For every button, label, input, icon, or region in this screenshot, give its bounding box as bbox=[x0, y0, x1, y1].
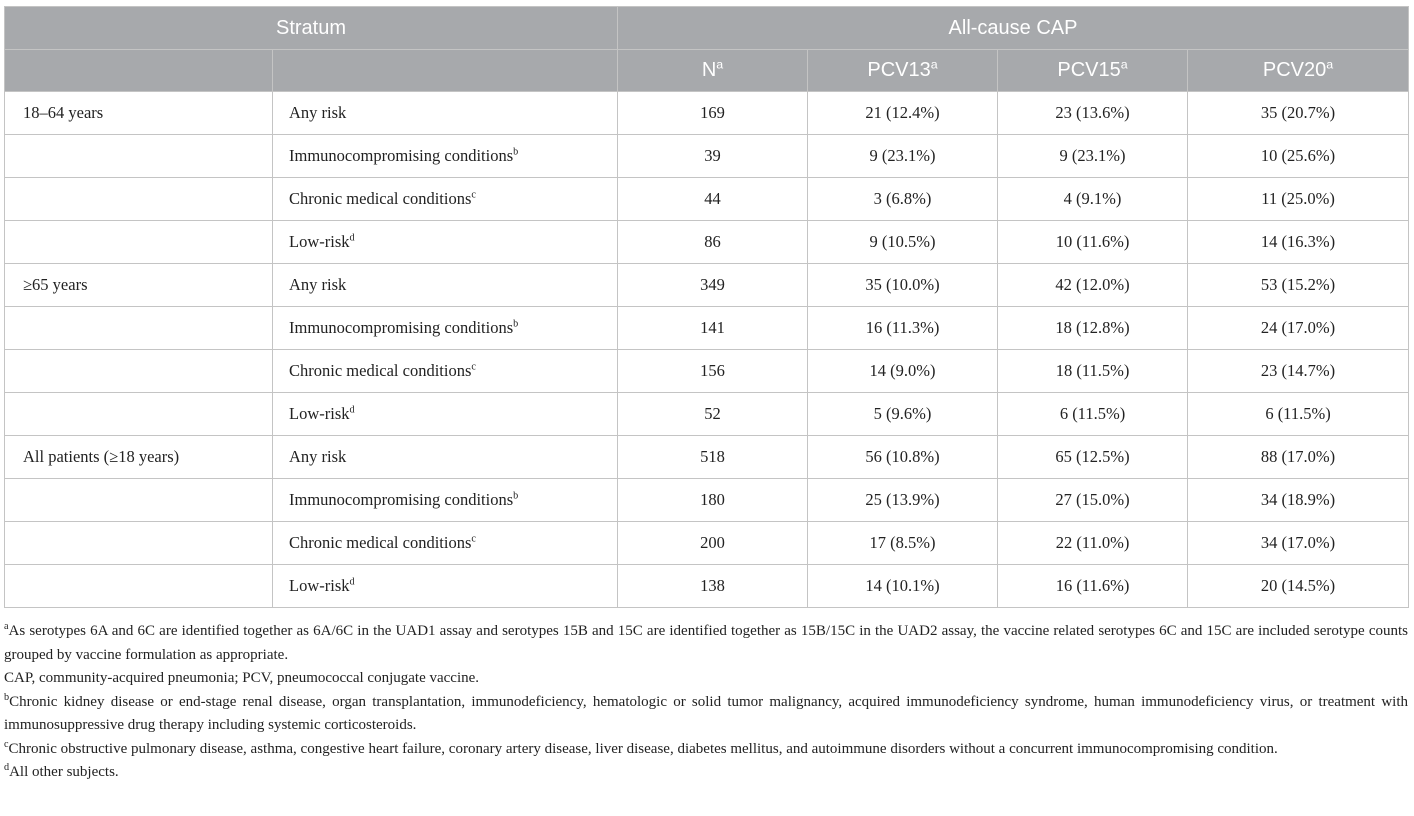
pcv13-cell bbox=[808, 221, 998, 264]
footnotes bbox=[4, 620, 1408, 785]
stratum-cell bbox=[5, 565, 273, 608]
header-label: N bbox=[701, 59, 717, 81]
pcv20-cell-text: 23 (14.7%) bbox=[1260, 361, 1336, 380]
pcv15-cell-text: 23 (13.6%) bbox=[1055, 103, 1130, 122]
pcv13-cell-text: 17 (8.5%) bbox=[869, 533, 936, 552]
pcv20-cell-text: 53 (15.2%) bbox=[1260, 275, 1336, 294]
pcv20-cell bbox=[1188, 264, 1409, 307]
pcv15-cell bbox=[998, 479, 1188, 522]
n-cell bbox=[618, 264, 808, 307]
stratum-cell-text: ≥65 years bbox=[23, 275, 88, 294]
header-sup: a bbox=[1326, 57, 1334, 72]
pcv15-cell bbox=[998, 350, 1188, 393]
risk-group-cell bbox=[273, 565, 618, 608]
risk-group-cell-text: Any risk bbox=[289, 103, 347, 122]
table-row bbox=[5, 436, 1409, 479]
table-row bbox=[5, 221, 1409, 264]
risk-group-cell bbox=[273, 479, 618, 522]
pcv20-cell-text: 10 (25.6%) bbox=[1260, 146, 1336, 165]
n-cell bbox=[618, 221, 808, 264]
pcv20-cell-text: 34 (17.0%) bbox=[1260, 533, 1336, 552]
pcv20-cell-text: 24 (17.0%) bbox=[1260, 318, 1336, 337]
pcv13-cell-text: 14 (10.1%) bbox=[865, 576, 940, 595]
pcv15-cell-text: 16 (11.6%) bbox=[1055, 576, 1130, 595]
pcv20-cell bbox=[1188, 350, 1409, 393]
risk-footnote-marker: d bbox=[349, 576, 355, 588]
pcv20-cell-text: 6 (11.5%) bbox=[1265, 404, 1331, 423]
pcv20-cell bbox=[1188, 221, 1409, 264]
n-cell bbox=[618, 92, 808, 135]
header-pcv13 bbox=[808, 50, 998, 92]
risk-group-cell-text: Low-risk bbox=[289, 232, 350, 251]
table-row bbox=[5, 178, 1409, 221]
stratum-cell bbox=[5, 350, 273, 393]
footnote-text: As serotypes 6A and 6C are identified together as 6A/6C in the UAD1 assay and serotypes 15B and 15C are identified together as 15B/15C in the UAD2 assay, the vaccine related serotypes 6C and 15C are included serotype counts grouped by vaccine formulation as appropriate. bbox=[4, 623, 1408, 663]
pcv13-cell bbox=[808, 92, 998, 135]
table-body bbox=[5, 92, 1409, 608]
n-cell-text: 39 bbox=[704, 146, 721, 165]
stratum-cell bbox=[5, 307, 273, 350]
risk-group-cell bbox=[273, 221, 618, 264]
n-cell-text: 518 bbox=[700, 447, 725, 466]
pcv15-cell bbox=[998, 135, 1188, 178]
table-row bbox=[5, 565, 1409, 608]
pcv20-cell-text: 88 (17.0%) bbox=[1260, 447, 1336, 466]
table-row bbox=[5, 350, 1409, 393]
n-cell bbox=[618, 135, 808, 178]
pcv15-cell-text: 10 (11.6%) bbox=[1055, 232, 1130, 251]
risk-group-cell-text: Low-risk bbox=[289, 576, 350, 595]
header-sup: a bbox=[1120, 57, 1128, 72]
stratum-cell bbox=[5, 135, 273, 178]
pcv13-cell bbox=[808, 178, 998, 221]
pcv15-cell-text: 6 (11.5%) bbox=[1059, 404, 1126, 423]
pcv13-cell-text: 16 (11.3%) bbox=[865, 318, 940, 337]
table-row bbox=[5, 264, 1409, 307]
footnote-text: CAP, community-acquired pneumonia; PCV, pneumococcal conjugate vaccine. bbox=[4, 670, 480, 686]
header-sup: a bbox=[716, 57, 724, 72]
pcv13-cell bbox=[808, 522, 998, 565]
header-label: PCV20 bbox=[1262, 59, 1327, 81]
risk-group-cell bbox=[273, 522, 618, 565]
pcv13-cell bbox=[808, 436, 998, 479]
pcv20-cell-text: 11 (25.0%) bbox=[1261, 189, 1335, 208]
stratum-cell bbox=[5, 92, 273, 135]
table-row bbox=[5, 307, 1409, 350]
risk-footnote-marker: c bbox=[471, 533, 476, 545]
footnote-marker: c bbox=[4, 738, 9, 750]
pcv13-cell-text: 21 (12.4%) bbox=[865, 103, 940, 122]
pcv15-cell-text: 22 (11.0%) bbox=[1055, 533, 1130, 552]
pcv20-cell-text: 34 (18.9%) bbox=[1260, 490, 1336, 509]
risk-footnote-marker: d bbox=[349, 232, 355, 244]
table-row bbox=[5, 479, 1409, 522]
header-n bbox=[618, 50, 808, 92]
pcv15-cell bbox=[998, 221, 1188, 264]
pcv13-cell bbox=[808, 135, 998, 178]
pcv20-cell-text: 14 (16.3%) bbox=[1260, 232, 1336, 251]
n-cell-text: 44 bbox=[704, 189, 721, 208]
risk-footnote-marker: b bbox=[513, 318, 519, 330]
pcv15-cell-text: 18 (12.8%) bbox=[1055, 318, 1130, 337]
risk-group-cell bbox=[273, 436, 618, 479]
n-cell bbox=[618, 565, 808, 608]
header-blank bbox=[273, 50, 618, 92]
n-cell bbox=[618, 393, 808, 436]
pcv13-cell bbox=[808, 307, 998, 350]
pcv15-cell-text: 42 (12.0%) bbox=[1055, 275, 1130, 294]
pcv13-cell bbox=[808, 393, 998, 436]
n-cell-text: 156 bbox=[700, 361, 725, 380]
stratum-cell bbox=[5, 479, 273, 522]
risk-group-cell-text: Chronic medical conditions bbox=[289, 361, 472, 380]
pcv13-cell bbox=[808, 350, 998, 393]
stratum-cell bbox=[5, 178, 273, 221]
header-all-cause-cap: All-cause CAP bbox=[618, 7, 1409, 50]
risk-group-cell-text: Chronic medical conditions bbox=[289, 533, 472, 552]
pcv13-cell-text: 9 (10.5%) bbox=[869, 232, 936, 251]
pcv15-cell-text: 18 (11.5%) bbox=[1055, 361, 1130, 380]
footnote-abbreviations bbox=[4, 667, 1408, 691]
footnote-text: Chronic obstructive pulmonary disease, asthma, congestive heart failure, coronary artery disease, liver disease, diabetes mellitus, and autoimmune disorders without a concurrent immunocompromising condition. bbox=[8, 740, 1278, 757]
pcv15-cell-text: 65 (12.5%) bbox=[1055, 447, 1130, 466]
pcv15-cell bbox=[998, 436, 1188, 479]
risk-group-cell bbox=[273, 92, 618, 135]
n-cell-text: 138 bbox=[700, 576, 725, 595]
n-cell bbox=[618, 178, 808, 221]
pcv15-cell-text: 4 (9.1%) bbox=[1063, 189, 1122, 208]
pcv13-cell-text: 3 (6.8%) bbox=[873, 189, 932, 208]
stratum-cell-text: 18–64 years bbox=[23, 103, 104, 122]
footnote-text: Chronic kidney disease or end-stage renal disease, organ transplantation, immunodeficiency, hematologic or solid tumor malignancy, acquired immunodeficiency syndrome, human immunodeficiency virus, or treatment with immunosuppressive drug therapy including systemic corticosteroids. bbox=[4, 693, 1408, 733]
pcv15-cell bbox=[998, 307, 1188, 350]
n-cell bbox=[618, 436, 808, 479]
footnote-c bbox=[4, 738, 1408, 762]
table-row bbox=[5, 92, 1409, 135]
footnote-text: All other subjects. bbox=[9, 764, 119, 780]
pcv20-cell bbox=[1188, 135, 1409, 178]
stratum-cell bbox=[5, 264, 273, 307]
pcv13-cell bbox=[808, 479, 998, 522]
risk-footnote-marker: c bbox=[471, 189, 476, 201]
pcv15-cell bbox=[998, 565, 1188, 608]
risk-group-cell bbox=[273, 307, 618, 350]
risk-group-cell-text: Low-risk bbox=[289, 404, 350, 423]
n-cell-text: 180 bbox=[700, 490, 725, 509]
pcv20-cell bbox=[1188, 479, 1409, 522]
table-row bbox=[5, 393, 1409, 436]
n-cell-text: 86 bbox=[704, 232, 721, 251]
footnote-marker: b bbox=[4, 691, 10, 703]
pcv15-cell bbox=[998, 393, 1188, 436]
pcv13-cell-text: 5 (9.6%) bbox=[873, 404, 932, 423]
risk-footnote-marker: c bbox=[471, 361, 476, 373]
header-pcv15 bbox=[998, 50, 1188, 92]
table-row bbox=[5, 135, 1409, 178]
pcv15-cell bbox=[998, 178, 1188, 221]
cap-serotype-table bbox=[4, 6, 1409, 608]
table-container bbox=[4, 6, 1408, 608]
risk-group-cell bbox=[273, 178, 618, 221]
pcv13-cell bbox=[808, 264, 998, 307]
n-cell bbox=[618, 307, 808, 350]
risk-group-cell-text: Immunocompromising conditions bbox=[289, 318, 514, 337]
pcv13-cell bbox=[808, 565, 998, 608]
risk-footnote-marker: d bbox=[349, 404, 355, 416]
stratum-cell-text: All patients (≥18 years) bbox=[23, 447, 180, 466]
header-row-1 bbox=[5, 7, 1409, 50]
pcv20-cell bbox=[1188, 522, 1409, 565]
footnote-a bbox=[4, 620, 1408, 667]
pcv20-cell bbox=[1188, 307, 1409, 350]
header-label: PCV15 bbox=[1057, 59, 1121, 81]
risk-footnote-marker: b bbox=[513, 146, 519, 158]
risk-group-cell bbox=[273, 264, 618, 307]
pcv20-cell bbox=[1188, 436, 1409, 479]
stratum-cell bbox=[5, 393, 273, 436]
pcv15-cell-text: 27 (15.0%) bbox=[1055, 490, 1130, 509]
pcv20-cell bbox=[1188, 393, 1409, 436]
risk-group-cell bbox=[273, 393, 618, 436]
risk-group-cell-text: Any risk bbox=[289, 275, 347, 294]
pcv13-cell-text: 14 (9.0%) bbox=[869, 361, 936, 380]
risk-group-cell-text: Chronic medical conditions bbox=[289, 189, 472, 208]
header-label: PCV13 bbox=[867, 59, 931, 81]
pcv15-cell bbox=[998, 264, 1188, 307]
pcv20-cell-text: 20 (14.5%) bbox=[1260, 576, 1336, 595]
header-stratum: Stratum bbox=[5, 7, 618, 50]
risk-group-cell-text: Immunocompromising conditions bbox=[289, 490, 514, 509]
risk-footnote-marker: b bbox=[513, 490, 519, 502]
n-cell bbox=[618, 479, 808, 522]
pcv20-cell bbox=[1188, 92, 1409, 135]
n-cell bbox=[618, 350, 808, 393]
risk-group-cell-text: Any risk bbox=[289, 447, 347, 466]
pcv20-cell bbox=[1188, 565, 1409, 608]
stratum-cell bbox=[5, 522, 273, 565]
footnote-marker: d bbox=[4, 762, 10, 773]
stratum-cell bbox=[5, 436, 273, 479]
footnote-b bbox=[4, 691, 1408, 738]
header-blank bbox=[5, 50, 273, 92]
header-row-2 bbox=[5, 50, 1409, 92]
pcv15-cell bbox=[998, 522, 1188, 565]
header-sup: a bbox=[930, 57, 938, 72]
n-cell bbox=[618, 522, 808, 565]
pcv13-cell-text: 25 (13.9%) bbox=[865, 490, 940, 509]
n-cell-text: 169 bbox=[700, 103, 725, 122]
stratum-cell bbox=[5, 221, 273, 264]
pcv15-cell-text: 9 (23.1%) bbox=[1059, 146, 1126, 165]
header-pcv20 bbox=[1188, 50, 1409, 92]
table-row bbox=[5, 522, 1409, 565]
n-cell-text: 52 bbox=[704, 404, 721, 423]
footnote-d bbox=[4, 761, 1408, 785]
pcv15-cell bbox=[998, 92, 1188, 135]
risk-group-cell-text: Immunocompromising conditions bbox=[289, 146, 514, 165]
pcv13-cell-text: 56 (10.8%) bbox=[865, 447, 940, 466]
pcv20-cell bbox=[1188, 178, 1409, 221]
risk-group-cell bbox=[273, 350, 618, 393]
n-cell-text: 141 bbox=[700, 318, 725, 337]
risk-group-cell bbox=[273, 135, 618, 178]
n-cell-text: 200 bbox=[700, 533, 725, 552]
n-cell-text: 349 bbox=[700, 275, 725, 294]
footnote-marker: a bbox=[4, 621, 9, 632]
pcv20-cell-text: 35 (20.7%) bbox=[1260, 103, 1336, 122]
pcv13-cell-text: 35 (10.0%) bbox=[865, 275, 940, 294]
pcv13-cell-text: 9 (23.1%) bbox=[869, 146, 936, 165]
